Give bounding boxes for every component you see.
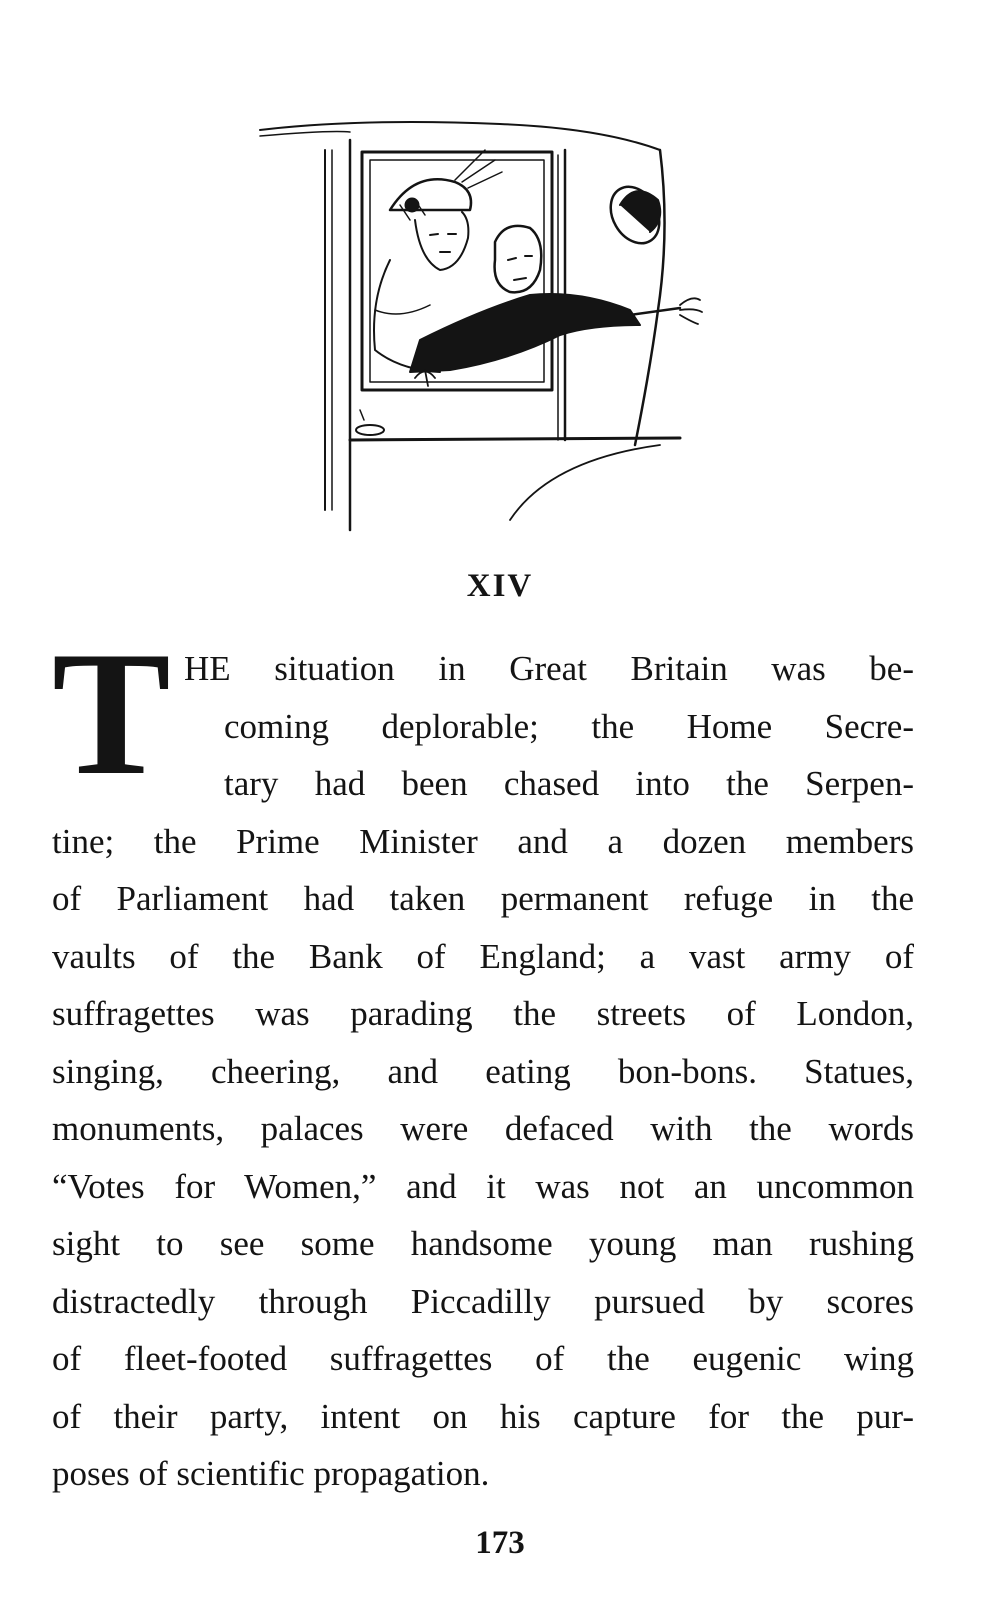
paragraph-line: of their party, intent on his capture for the pur- — [52, 1396, 914, 1436]
paragraph-line: tary had been chased into the Serpen- — [224, 764, 914, 803]
paragraph-line: coming deplorable; the Home Secre- — [224, 706, 914, 746]
paragraph-line: vaults of the Bank of England; a vast army of — [52, 936, 914, 976]
carriage-illustration-icon — [240, 110, 720, 550]
drop-cap: T — [52, 614, 171, 812]
paragraph-line: distractedly through Piccadilly pursued by scores — [52, 1281, 914, 1321]
paragraph-line: monuments, palaces were defaced with the words — [52, 1109, 914, 1148]
paragraph-line: poses of scientific propagation. — [52, 1454, 490, 1493]
paragraph-line: HE situation in Great Britain was be- — [184, 649, 914, 688]
paragraph-line: “Votes for Women,” and it was not an uncommon — [52, 1166, 914, 1206]
page-number: 173 — [475, 1525, 525, 1561]
paragraph-line: sight to see some handsome young man rushing — [52, 1224, 914, 1263]
paragraph-line: suffragettes was parading the streets of London, — [52, 994, 914, 1033]
chapter-illustration — [240, 110, 720, 550]
paragraph-line: singing, cheering, and eating bon-bons. Statues, — [52, 1051, 914, 1091]
chapter-number: XIV — [466, 568, 534, 604]
chapter-paragraph — [52, 614, 914, 1503]
paragraph-line: of fleet-footed suffragettes of the eugenic wing — [52, 1339, 914, 1378]
paragraph-line: of Parliament had taken permanent refuge in the — [52, 879, 914, 918]
paragraph-line: tine; the Prime Minister and a dozen members — [52, 821, 914, 861]
